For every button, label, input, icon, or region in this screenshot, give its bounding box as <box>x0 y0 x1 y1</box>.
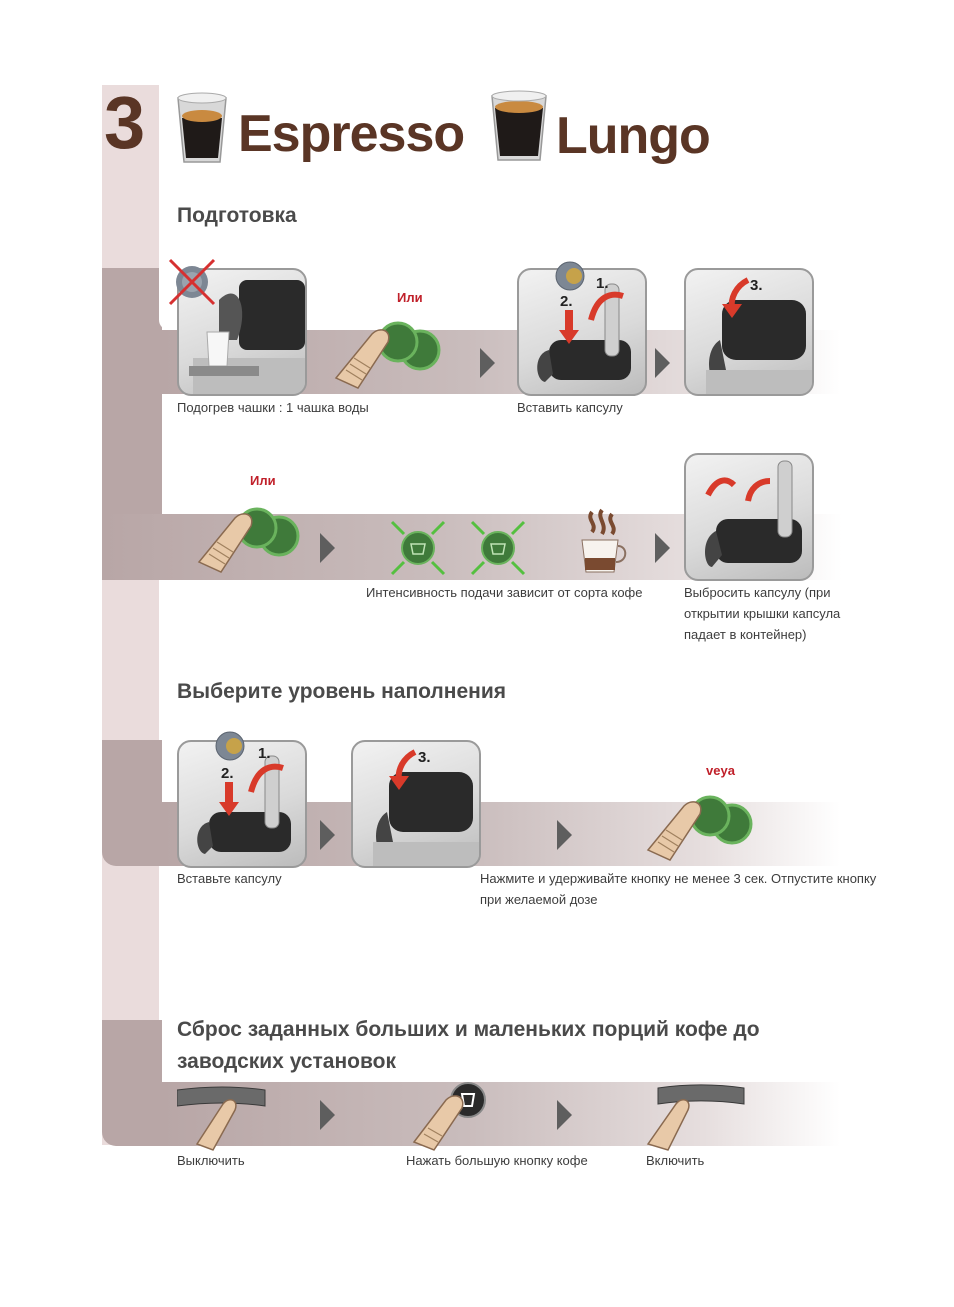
lungo-title: Lungo <box>556 107 710 165</box>
step-1-label: 1. <box>258 745 271 762</box>
insert-caption: Вставить капсулу <box>517 400 623 415</box>
band-tab-3 <box>102 1020 162 1146</box>
capsule-icon <box>212 728 248 764</box>
fill-level-heading: Выберите уровень наполнения <box>177 680 506 703</box>
eject-caption: Выбросить капсулу (при открытии крышки капсула падает в контейнер) <box>684 585 841 642</box>
eject-capsule-image <box>684 453 814 581</box>
finger-press-icon <box>410 1080 490 1152</box>
arrow-right-icon <box>655 348 670 378</box>
lungo-cup-icon <box>488 90 552 164</box>
section-side-strip <box>102 81 159 1145</box>
step-2-label: 2. <box>560 293 573 310</box>
steaming-cup-icon <box>576 506 628 576</box>
close-lever-image <box>684 268 814 396</box>
espresso-title: Espresso <box>238 105 465 163</box>
power-switch-icon <box>646 1084 746 1152</box>
finger-press-icon <box>195 502 305 576</box>
close-lever-image <box>351 740 481 868</box>
step-3-label: 3. <box>750 277 763 294</box>
band-tab-2 <box>102 740 162 866</box>
reset-heading: Сброс заданных больших и маленьких порций кофе до заводских установок <box>177 1018 760 1073</box>
or-label: Или <box>250 473 276 488</box>
arrow-right-icon <box>655 533 670 563</box>
arrow-right-icon <box>557 820 572 850</box>
power-off-caption: Выключить <box>177 1153 245 1168</box>
press-big-button-caption: Нажать большую кнопку кофе <box>406 1153 588 1168</box>
step-1-label: 1. <box>596 275 609 292</box>
finger-press-icon <box>332 318 442 392</box>
arrow-right-icon <box>320 820 335 850</box>
finger-press-icon <box>644 790 754 864</box>
step-3-label: 3. <box>418 749 431 766</box>
arrow-right-icon <box>320 533 335 563</box>
insert-capsule-caption: Вставьте капсулу <box>177 871 282 886</box>
preparation-heading: Подготовка <box>177 204 297 227</box>
power-switch-icon <box>177 1086 267 1152</box>
blinking-button-icon <box>468 518 528 578</box>
or-label: Или <box>397 290 423 305</box>
arrow-right-icon <box>557 1100 572 1130</box>
step-2-label: 2. <box>221 765 234 782</box>
intensity-caption: Интенсивность подачи зависит от сорта кофе <box>366 585 643 600</box>
no-capsule-icon <box>166 256 218 308</box>
power-on-caption: Включить <box>646 1153 705 1168</box>
espresso-cup-icon <box>174 92 230 166</box>
capsule-icon <box>552 258 588 294</box>
section-number: 3 <box>104 81 146 164</box>
preheat-caption: Подогрев чашки : 1 чашка воды <box>177 400 369 415</box>
blinking-button-icon <box>388 518 448 578</box>
arrow-right-icon <box>480 348 495 378</box>
arrow-right-icon <box>320 1100 335 1130</box>
or-label: veya <box>706 763 735 778</box>
hold-button-caption: Нажмите и удерживайте кнопку не менее 3 сек. Отпустите кнопку при желаемой дозе <box>480 871 877 907</box>
